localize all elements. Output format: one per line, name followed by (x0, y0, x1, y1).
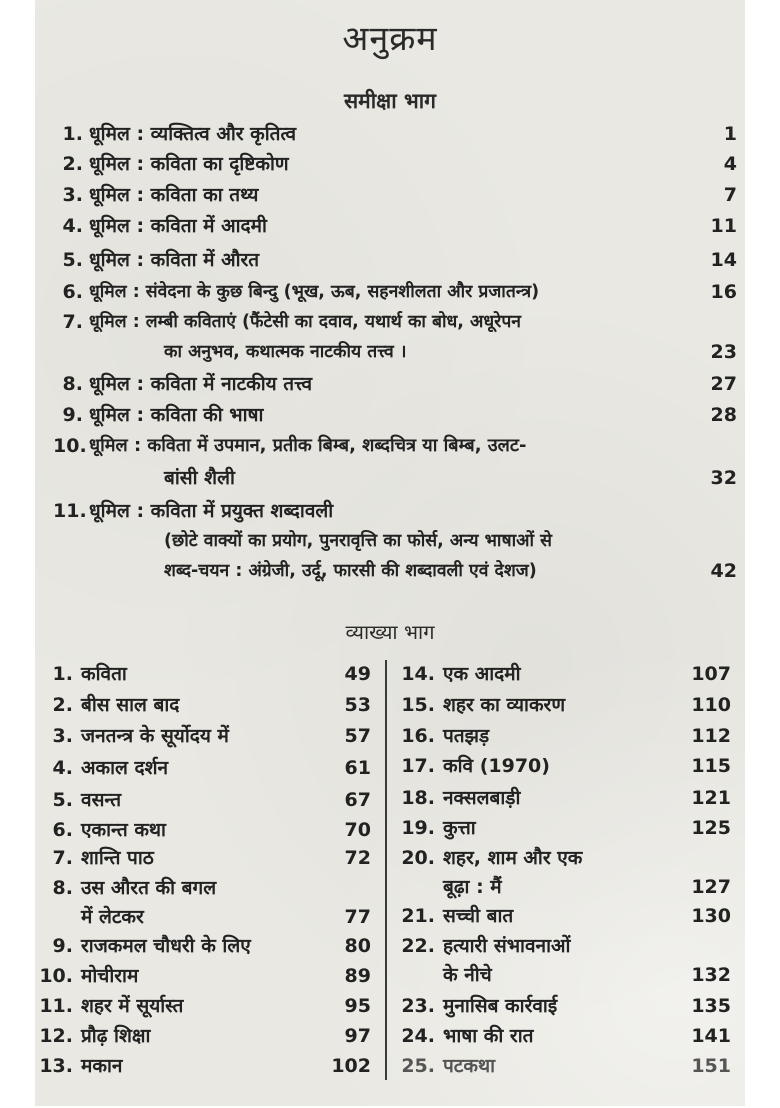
entry-number: 25. (401, 1055, 435, 1077)
entry-page: 112 (691, 725, 731, 747)
toc-entry (53, 308, 737, 368)
entry-number: 10. (39, 965, 73, 987)
entry-title: राजकमल चौधरी के लिए (81, 935, 251, 957)
entry-page: 32 (710, 467, 737, 489)
entry-page: 130 (691, 905, 731, 927)
page-title: अनुक्रम (342, 19, 438, 59)
entry-title: धूमिल : कविता का तथ्य (89, 184, 259, 206)
entry-title: धूमिल : कविता में आदमी (89, 215, 267, 237)
entry-title: कविता (81, 663, 127, 685)
entry-number: 2. (62, 153, 83, 175)
entry-title-continued: (छोटे वाक्यों का प्रयोग, पुनरावृत्ति का फोर्स, अन्य भाषाओं से (164, 531, 552, 551)
entry-page: 121 (691, 787, 731, 809)
entry-number: 4. (62, 215, 83, 237)
entry-title: पतझड़ (443, 725, 490, 747)
entry-title: धूमिल : कविता में उपमान, प्रतीक बिम्ब, शब्दचित्र या बिम्ब, उलट- (89, 435, 527, 456)
entry-number: 22. (401, 935, 435, 957)
entry-number: 9. (52, 935, 73, 957)
entry-page: 1 (723, 123, 737, 145)
entry-number: 6. (62, 281, 83, 303)
entry-title: कवि (1970) (443, 755, 550, 777)
entry-title: मुनासिब कार्रवाई (443, 995, 558, 1017)
entry-title: कुत्ता (443, 817, 476, 839)
entry-number: 9. (62, 404, 83, 426)
book-page (35, 0, 745, 1106)
entry-title: नक्सलबाड़ी (443, 787, 521, 809)
entry-title-continued: बांसी शैली (164, 467, 235, 489)
entry-title: धूमिल : कविता में औरत (89, 249, 260, 271)
entry-page: 57 (344, 725, 371, 747)
entry-number: 5. (62, 249, 83, 271)
entry-title-continued: में लेटकर (81, 906, 144, 928)
entry-page: 127 (691, 876, 731, 898)
toc-entry (53, 432, 737, 492)
entry-page: 14 (710, 249, 737, 271)
entry-title-continued: शब्द-चयन : अंग्रेजी, उर्दू, फारसी की शब्दावली एवं देशज) (164, 561, 537, 581)
entry-number: 7. (52, 847, 73, 869)
section-heading-vyakhya: व्याख्या भाग (345, 620, 435, 644)
entry-title: एक आदमी (443, 663, 521, 685)
entry-title: शान्ति पाठ (81, 847, 154, 869)
toc-entry (35, 874, 371, 932)
entry-number: 1. (62, 123, 83, 145)
entry-number: 10. (53, 435, 87, 457)
toc-entry (397, 932, 731, 990)
section-heading-samiksha: समीक्षा भाग (343, 89, 437, 113)
entry-number: 14. (401, 663, 435, 685)
entry-page: 7 (723, 184, 737, 206)
entry-number: 3. (62, 184, 83, 206)
entry-number: 12. (39, 1025, 73, 1047)
entry-number: 5. (52, 789, 73, 811)
entry-number: 8. (52, 877, 73, 899)
entry-number: 24. (401, 1025, 435, 1047)
entry-title: जनतन्त्र के सूर्योदय में (81, 725, 229, 747)
entry-page: 141 (691, 1025, 731, 1047)
entry-title: अकाल दर्शन (81, 757, 169, 779)
entry-page: 97 (344, 1025, 371, 1047)
entry-title: धूमिल : संवेदना के कुछ बिन्दु (भूख, ऊब, सहनशीलता और प्रजातन्त्र) (89, 282, 540, 302)
entry-title: शहर में सूर्यास्त (81, 995, 184, 1017)
entry-page: 49 (344, 663, 371, 685)
entry-number: 16. (401, 725, 435, 747)
entry-page: 53 (344, 694, 371, 716)
entry-number: 17. (401, 755, 435, 777)
entry-number: 7. (62, 311, 83, 333)
entry-page: 132 (691, 964, 731, 986)
entry-title: धूमिल : कविता की भाषा (89, 404, 264, 426)
entry-title: हत्यारी संभावनाओं (443, 935, 571, 957)
entry-title: धूमिल : कविता में नाटकीय तत्त्व (89, 373, 313, 395)
entry-page: 151 (691, 1055, 731, 1077)
entry-number: 2. (52, 694, 73, 716)
entry-page: 27 (710, 373, 737, 395)
entry-page: 102 (331, 1055, 371, 1077)
entry-page: 77 (344, 906, 371, 928)
entry-page: 61 (344, 757, 371, 779)
entry-page: 89 (344, 965, 371, 987)
entry-number: 6. (52, 819, 73, 841)
entry-title-continued: बूढ़ा : मैं (443, 876, 502, 898)
entry-number: 3. (52, 725, 73, 747)
entry-title: धूमिल : कविता में प्रयुक्त शब्दावली (89, 500, 334, 522)
entry-title: वसन्त (81, 789, 122, 811)
entry-number: 13. (39, 1055, 73, 1077)
entry-title: मकान (81, 1055, 123, 1077)
entry-number: 19. (401, 817, 435, 839)
entry-number: 20. (401, 847, 435, 869)
entry-page: 67 (344, 789, 371, 811)
entry-title: उस औरत की बगल (81, 877, 217, 899)
toc-entry (53, 497, 737, 587)
column-divider (385, 660, 387, 1080)
entry-page: 4 (723, 153, 737, 175)
entry-title: बीस साल बाद (81, 694, 180, 716)
entry-title: शहर का व्याकरण (443, 694, 566, 716)
entry-number: 1. (52, 663, 73, 685)
entry-page: 23 (710, 341, 737, 363)
entry-number: 11. (53, 500, 87, 522)
entry-number: 4. (52, 757, 73, 779)
entry-page: 42 (710, 560, 737, 582)
entry-page: 16 (710, 281, 737, 303)
entry-title: धूमिल : लम्बी कविताएं (फैंटेसी का दवाव, यथार्थ का बोध, अधूरेपन (89, 312, 521, 332)
entry-number: 21. (401, 905, 435, 927)
entry-page: 70 (344, 819, 371, 841)
entry-page: 110 (691, 694, 731, 716)
entry-title: प्रौढ़ शिक्षा (81, 1025, 151, 1047)
entry-number: 8. (62, 373, 83, 395)
entry-page: 95 (344, 995, 371, 1017)
entry-page: 125 (691, 817, 731, 839)
entry-title: एकान्त कथा (81, 819, 166, 841)
entry-page: 72 (344, 847, 371, 869)
entry-title: भाषा की रात (443, 1025, 534, 1047)
entry-title-continued: का अनुभव, कथात्मक नाटकीय तत्त्व । (164, 342, 407, 362)
entry-page: 28 (710, 404, 737, 426)
entry-page: 107 (691, 663, 731, 685)
entry-page: 135 (691, 995, 731, 1017)
entry-title: सच्ची बात (443, 905, 514, 927)
entry-title: धूमिल : व्यक्तित्व और कृतित्व (89, 123, 297, 145)
entry-title: मोचीराम (81, 965, 139, 987)
toc-entry (397, 844, 731, 902)
entry-number: 11. (39, 995, 73, 1017)
entry-title-continued: के नीचे (443, 964, 492, 986)
entry-page: 11 (710, 215, 737, 237)
entry-number: 18. (401, 787, 435, 809)
entry-title: शहर, शाम और एक (443, 847, 583, 869)
entry-page: 80 (344, 935, 371, 957)
entry-title: पटकथा (443, 1055, 496, 1077)
entry-number: 23. (401, 995, 435, 1017)
entry-number: 15. (401, 694, 435, 716)
entry-title: धूमिल : कविता का दृष्टिकोण (89, 153, 289, 175)
entry-page: 115 (691, 755, 731, 777)
